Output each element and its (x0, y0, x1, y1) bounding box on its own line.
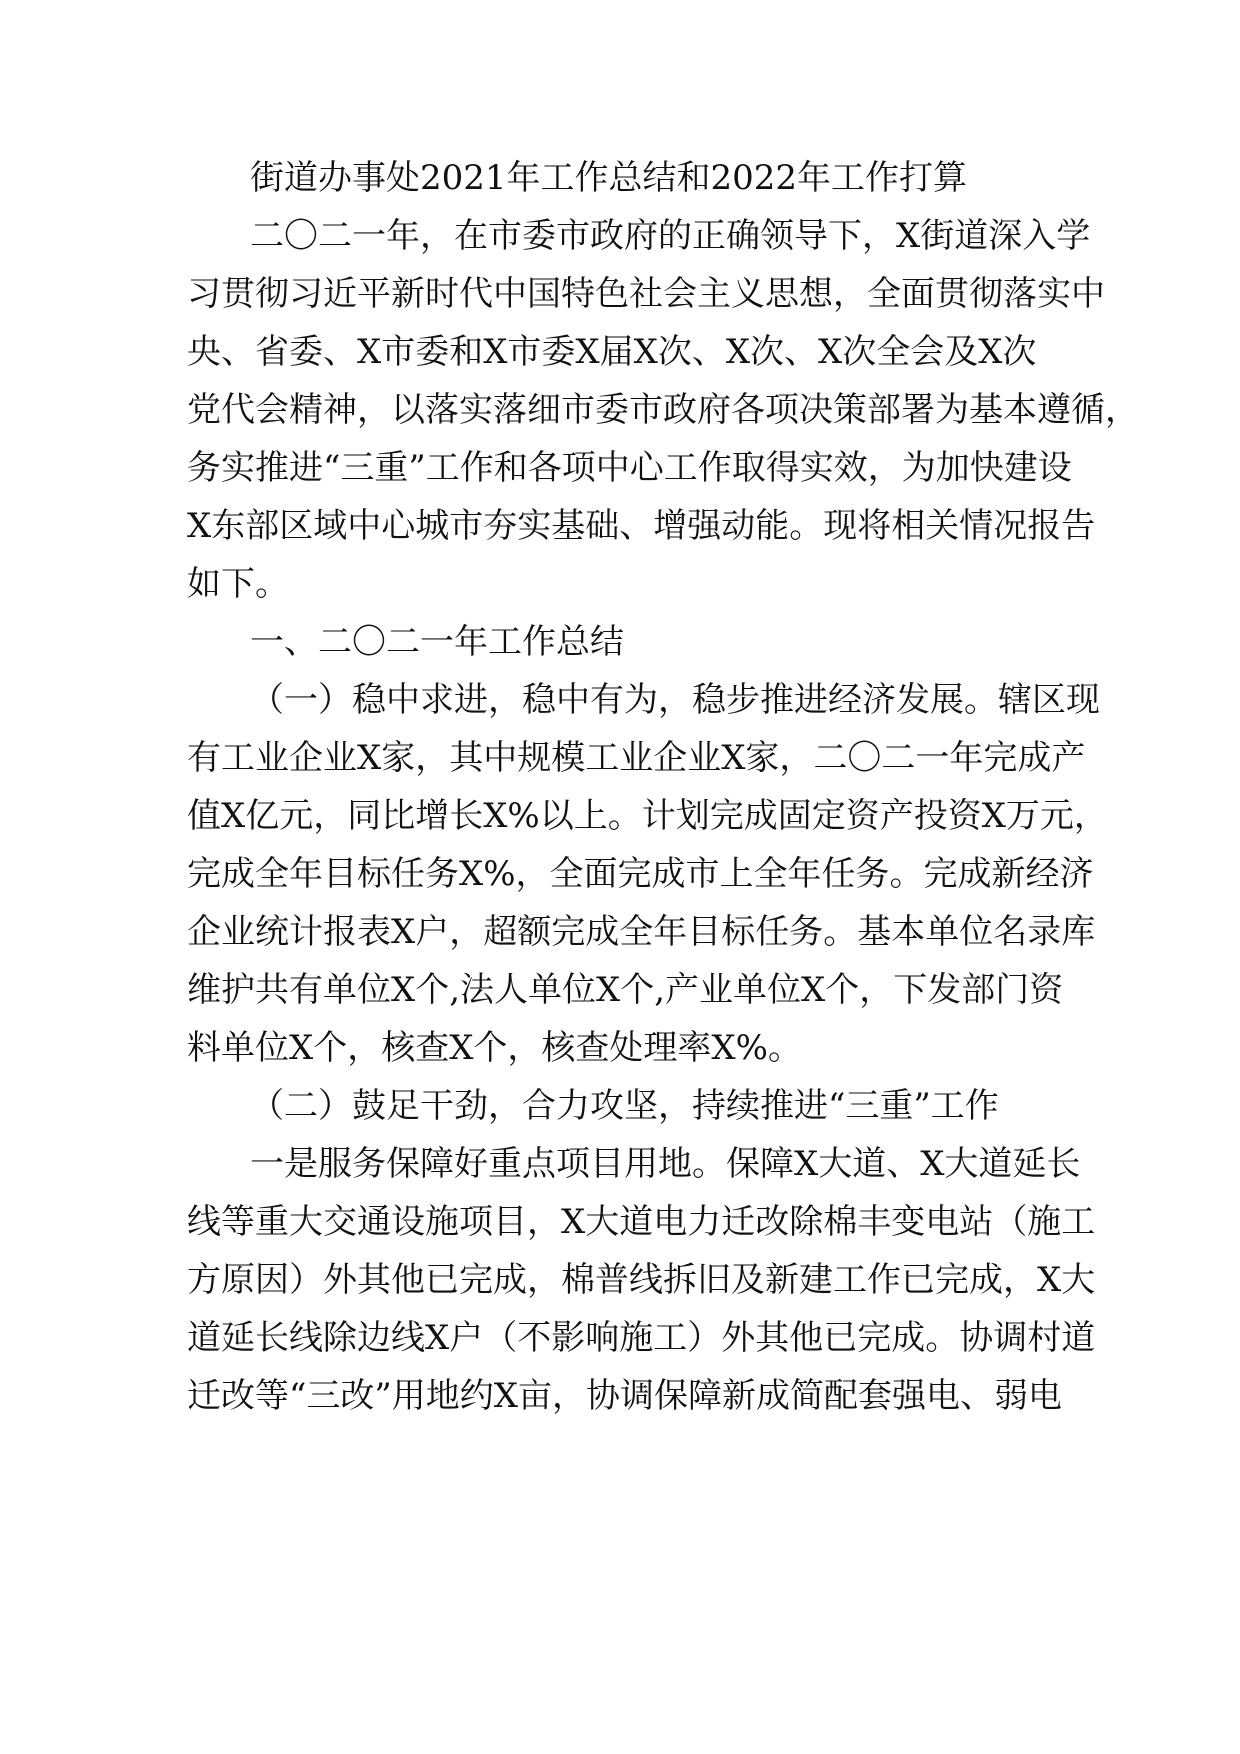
paragraph-line: 方原因）外其他已完成，棉普线拆旧及新建工作已完成，X大 (187, 1260, 1096, 1300)
paragraph-line: 道延长线除边线X户（不影响施工）外其他已完成。协调村道 (187, 1318, 1096, 1358)
paragraph-line: 有工业企业X家，其中规模工业企业X家，二〇二一年完成产 (187, 738, 1086, 778)
paragraph-line: 线等重大交通设施项目，X大道电力迁改除棉丰变电站（施工 (187, 1202, 1096, 1242)
paragraph-line: 迁改等“三改”用地约X亩，协调保障新成简配套强电、弱电 (187, 1376, 1062, 1416)
subsection-line: （一）稳中求进，稳中有为，稳步推进经济发展。辖区现 (250, 680, 1100, 720)
document-title: 街道办事处2021年工作总结和2022年工作打算 (250, 158, 968, 198)
paragraph-line: 二〇二一年，在市委市政府的正确领导下，X街道深入学 (250, 216, 1091, 256)
paragraph-line: 务实推进“三重”工作和各项中心工作取得实效，为加快建设 (187, 448, 1072, 488)
paragraph-line: 党代会精神，以落实落细市委市政府各项决策部署为基本遵循， (187, 390, 1139, 430)
paragraph-line: 值X亿元，同比增长X%以上。计划完成固定资产投资X万元， (187, 796, 1108, 836)
section-heading: 一、二〇二一年工作总结 (250, 622, 624, 662)
paragraph-line: 习贯彻习近平新时代中国特色社会主义思想，全面贯彻落实中 (187, 274, 1105, 314)
paragraph-line: 料单位X个，核查X个，核查处理率X%。 (187, 1028, 802, 1068)
paragraph-line: 完成全年目标任务X%，全面完成市上全年任务。完成新经济 (187, 854, 1094, 894)
subsection-heading: （二）鼓足干劲，合力攻坚，持续推进“三重”工作 (250, 1086, 999, 1126)
paragraph-line: 如下。 (187, 564, 289, 604)
paragraph-line: X东部区域中心城市夯实基础、增强动能。现将相关情况报告 (187, 506, 1096, 546)
paragraph-line: 维护共有单位X个,法人单位X个,产业单位X个，下发部门资 (187, 970, 1064, 1010)
paragraph-line: 企业统计报表X户，超额完成全年目标任务。基本单位名录库 (187, 912, 1096, 952)
paragraph-line: 央、省委、X市委和X市委X届X次、X次、X次全会及X次 (187, 332, 1037, 372)
paragraph-line: 一是服务保障好重点项目用地。保障X大道、X大道延长 (250, 1144, 1081, 1184)
